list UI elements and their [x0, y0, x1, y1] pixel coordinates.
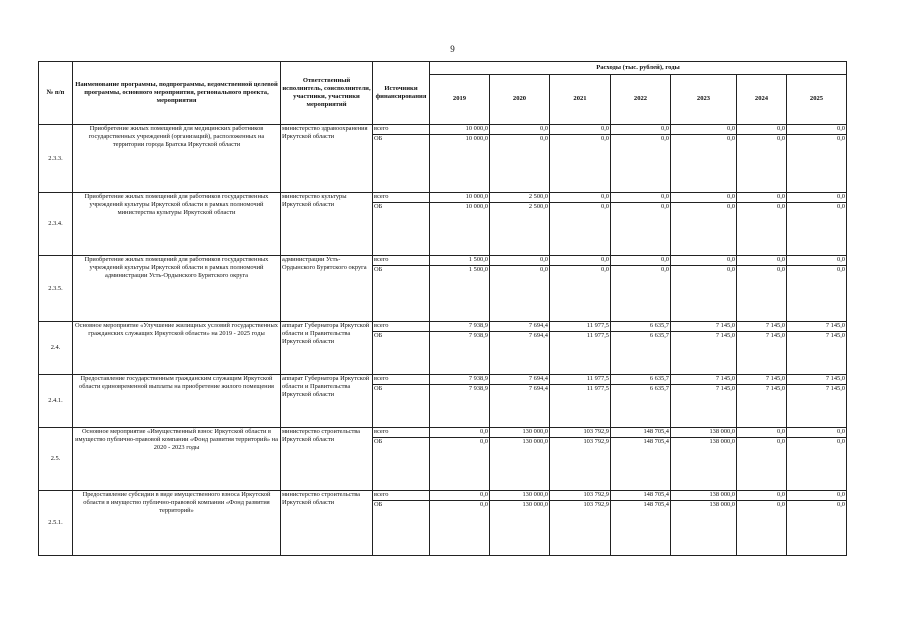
row-number: 2.5. — [39, 428, 73, 491]
header-num: № п/п — [39, 62, 73, 125]
row-value: 138 000,0 — [671, 501, 737, 556]
table-row — [39, 193, 847, 203]
row-value: 0,0 — [550, 135, 611, 193]
row-value: 0,0 — [430, 501, 490, 556]
row-value: 0,0 — [671, 266, 737, 322]
row-number: 2.3.4. — [39, 193, 73, 256]
row-value: 7 145,0 — [671, 332, 737, 375]
row-value: 0,0 — [611, 203, 671, 256]
row-source: всего — [373, 193, 430, 203]
header-name: Наименование программы, подпрограммы, ведомственной целевой программы, основного мероприятия, регионального проекта, мероприятия — [73, 62, 281, 125]
row-name: Приобретение жилых помещений для работников государственных учреждений культуры Иркутской области в рамках полномочий министерства культуры Иркутской области — [73, 193, 281, 256]
row-value: 0,0 — [671, 135, 737, 193]
row-value: 0,0 — [787, 135, 847, 193]
row-value: 2 500,0 — [490, 193, 550, 203]
row-number: 2.3.5. — [39, 256, 73, 322]
row-source: ОБ — [373, 501, 430, 556]
header-year: 2025 — [787, 75, 847, 125]
row-value: 0,0 — [737, 135, 787, 193]
header-year: 2023 — [671, 75, 737, 125]
row-value: 6 635,7 — [611, 385, 671, 428]
row-value: 7 145,0 — [737, 375, 787, 385]
row-value: 138 000,0 — [671, 438, 737, 491]
row-value: 0,0 — [737, 266, 787, 322]
row-value: 2 500,0 — [490, 203, 550, 256]
table-row — [39, 125, 847, 135]
row-value: 7 694,4 — [490, 385, 550, 428]
header-year: 2022 — [611, 75, 671, 125]
row-value: 11 977,5 — [550, 322, 611, 332]
row-value: 0,0 — [611, 266, 671, 322]
row-value: 10 000,0 — [430, 125, 490, 135]
row-value: 148 705,4 — [611, 438, 671, 491]
row-value: 0,0 — [671, 256, 737, 266]
row-value: 6 635,7 — [611, 375, 671, 385]
header-row-top — [39, 62, 847, 75]
row-value: 11 977,5 — [550, 332, 611, 375]
row-source: ОБ — [373, 438, 430, 491]
row-value: 0,0 — [787, 266, 847, 322]
row-name: Предоставление субсидии в виде имущественного взноса Иркутской области в имущество публично-правовой компании «Фонд развития территорий» — [73, 491, 281, 556]
row-value: 0,0 — [737, 501, 787, 556]
row-responsible: министерство строительства Иркутской области — [281, 428, 373, 491]
row-value: 0,0 — [737, 428, 787, 438]
row-value: 0,0 — [787, 491, 847, 501]
row-source: ОБ — [373, 266, 430, 322]
row-value: 11 977,5 — [550, 385, 611, 428]
table-body — [39, 125, 847, 556]
row-value: 103 792,9 — [550, 438, 611, 491]
row-source: всего — [373, 256, 430, 266]
row-value: 0,0 — [671, 193, 737, 203]
table-row — [39, 428, 847, 438]
row-value: 0,0 — [611, 125, 671, 135]
row-value: 103 792,9 — [550, 501, 611, 556]
row-source: всего — [373, 428, 430, 438]
row-value: 0,0 — [787, 428, 847, 438]
row-value: 7 938,9 — [430, 332, 490, 375]
header-expenses: Расходы (тыс. рублей), годы — [430, 62, 847, 75]
row-value: 7 938,9 — [430, 375, 490, 385]
row-value: 11 977,5 — [550, 375, 611, 385]
row-value: 7 145,0 — [787, 375, 847, 385]
row-value: 0,0 — [737, 438, 787, 491]
row-value: 0,0 — [671, 125, 737, 135]
row-responsible: аппарат Губернатора Иркутской области и Правительства Иркутской области — [281, 322, 373, 375]
row-value: 0,0 — [430, 491, 490, 501]
header-responsible: Ответственный исполнитель, соисполнители, участники, участники мероприятий — [281, 62, 373, 125]
row-value: 0,0 — [787, 256, 847, 266]
row-value: 130 000,0 — [490, 501, 550, 556]
row-value: 130 000,0 — [490, 491, 550, 501]
row-value: 130 000,0 — [490, 428, 550, 438]
page-number: 9 — [450, 44, 455, 54]
row-value: 7 145,0 — [671, 322, 737, 332]
row-value: 138 000,0 — [671, 491, 737, 501]
row-number: 2.4. — [39, 322, 73, 375]
row-source: ОБ — [373, 203, 430, 256]
row-source: всего — [373, 375, 430, 385]
row-value: 7 145,0 — [737, 385, 787, 428]
row-value: 0,0 — [490, 125, 550, 135]
row-value: 0,0 — [787, 125, 847, 135]
table-row — [39, 256, 847, 266]
row-value: 0,0 — [737, 125, 787, 135]
row-value: 0,0 — [550, 125, 611, 135]
row-value: 0,0 — [737, 491, 787, 501]
row-value: 0,0 — [550, 266, 611, 322]
row-value: 138 000,0 — [671, 428, 737, 438]
row-value: 0,0 — [430, 438, 490, 491]
row-responsible: министерство здравоохранения Иркутской области — [281, 125, 373, 193]
row-number: 2.3.3. — [39, 125, 73, 193]
row-value: 0,0 — [787, 501, 847, 556]
row-responsible: администрации Усть-Ордынского Бурятского округа — [281, 256, 373, 322]
row-responsible: министерство строительства Иркутской области — [281, 491, 373, 556]
row-value: 1 500,0 — [430, 266, 490, 322]
row-source: всего — [373, 125, 430, 135]
row-name: Основное мероприятие «Имущественный взнос Иркутской области в имущество публично-правовой компании «Фонд развития территорий» на 2020 - 2023 годы — [73, 428, 281, 491]
row-value: 0,0 — [787, 438, 847, 491]
header-year: 2024 — [737, 75, 787, 125]
row-value: 0,0 — [490, 266, 550, 322]
row-value: 0,0 — [550, 203, 611, 256]
row-value: 10 000,0 — [430, 203, 490, 256]
row-value: 0,0 — [490, 256, 550, 266]
row-value: 0,0 — [737, 193, 787, 203]
row-value: 103 792,9 — [550, 428, 611, 438]
row-value: 148 705,4 — [611, 428, 671, 438]
row-value: 7 145,0 — [671, 375, 737, 385]
row-value: 0,0 — [550, 256, 611, 266]
row-source: всего — [373, 491, 430, 501]
header-year: 2019 — [430, 75, 490, 125]
row-source: всего — [373, 322, 430, 332]
row-name: Приобретение жилых помещений для медицинских работников государственных учреждений (организаций), расположенных на территории города Братска Иркутской области — [73, 125, 281, 193]
row-value: 0,0 — [787, 193, 847, 203]
row-value: 130 000,0 — [490, 438, 550, 491]
row-value: 0,0 — [611, 193, 671, 203]
row-value: 10 000,0 — [430, 135, 490, 193]
row-value: 7 938,9 — [430, 385, 490, 428]
table-row — [39, 491, 847, 501]
row-source: ОБ — [373, 135, 430, 193]
table-row — [39, 322, 847, 332]
row-number: 2.5.1. — [39, 491, 73, 556]
row-responsible: аппарат Губернатора Иркутской области и Правительства Иркутской области — [281, 375, 373, 428]
row-value: 7 145,0 — [737, 322, 787, 332]
row-value: 0,0 — [611, 256, 671, 266]
row-name: Предоставление государственным гражданским служащим Иркутской области единовременной выплаты на приобретение жилого помещения — [73, 375, 281, 428]
row-value: 1 500,0 — [430, 256, 490, 266]
row-value: 7 145,0 — [787, 332, 847, 375]
row-source: ОБ — [373, 385, 430, 428]
row-value: 0,0 — [737, 203, 787, 256]
row-value: 0,0 — [671, 203, 737, 256]
row-value: 7 938,9 — [430, 322, 490, 332]
row-value: 148 705,4 — [611, 501, 671, 556]
row-value: 7 694,4 — [490, 375, 550, 385]
row-value: 6 635,7 — [611, 322, 671, 332]
header-sources: Источники финансирования — [373, 62, 430, 125]
row-value: 7 694,4 — [490, 332, 550, 375]
row-value: 0,0 — [737, 256, 787, 266]
row-value: 7 145,0 — [671, 385, 737, 428]
row-responsible: министерство культуры Иркутской области — [281, 193, 373, 256]
row-value: 0,0 — [787, 203, 847, 256]
row-value: 148 705,4 — [611, 491, 671, 501]
row-name: Приобретение жилых помещений для работников государственных учреждений культуры Иркутской области в рамках полномочий администрации Усть-Ордынского Бурятского округа — [73, 256, 281, 322]
expenses-table — [38, 61, 847, 556]
row-source: ОБ — [373, 332, 430, 375]
row-value: 10 000,0 — [430, 193, 490, 203]
row-value: 103 792,9 — [550, 491, 611, 501]
table-row — [39, 375, 847, 385]
header-year: 2021 — [550, 75, 611, 125]
row-value: 7 145,0 — [787, 385, 847, 428]
row-value: 6 635,7 — [611, 332, 671, 375]
row-number: 2.4.1. — [39, 375, 73, 428]
header-year: 2020 — [490, 75, 550, 125]
row-value: 7 145,0 — [787, 322, 847, 332]
row-value: 0,0 — [430, 428, 490, 438]
row-value: 7 145,0 — [737, 332, 787, 375]
row-value: 0,0 — [550, 193, 611, 203]
row-value: 0,0 — [611, 135, 671, 193]
row-value: 0,0 — [490, 135, 550, 193]
row-value: 7 694,4 — [490, 322, 550, 332]
row-name: Основное мероприятие «Улучшение жилищных условий государственных гражданских служащих Иркутской области» на 2019 - 2025 годы — [73, 322, 281, 375]
